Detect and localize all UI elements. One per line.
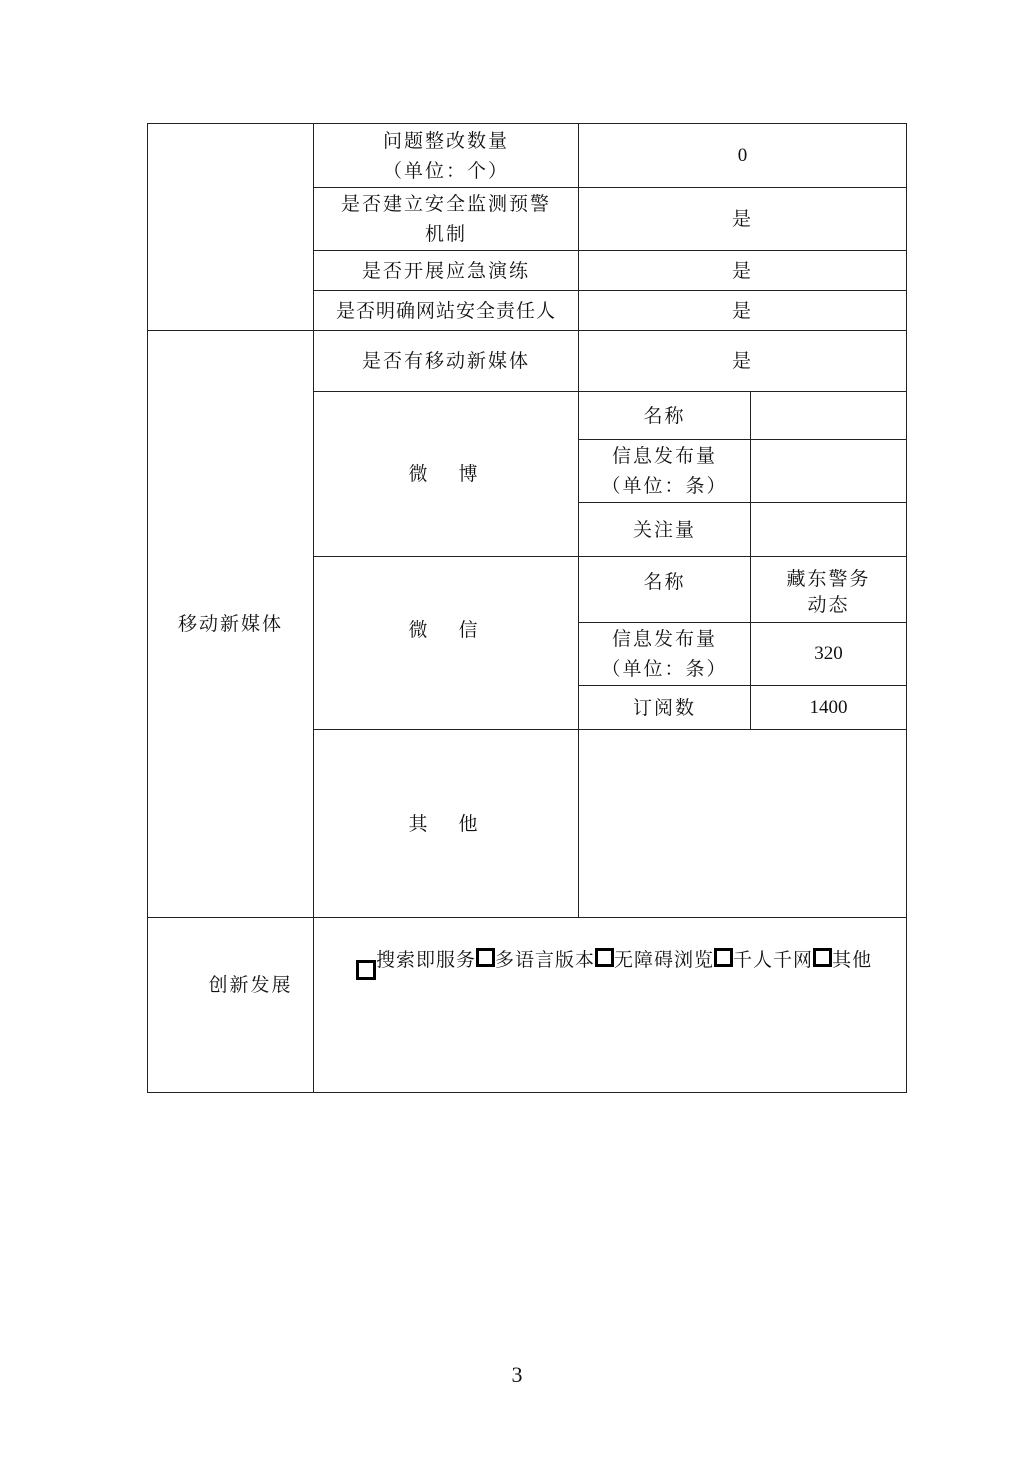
rectify-count-label: 问题整改数量 （单位：个） — [382, 129, 509, 182]
weibo-name-value — [751, 392, 906, 439]
other-media-value — [579, 730, 906, 917]
wechat-name-label: 名称 — [643, 570, 686, 593]
weibo-name-label: 名称 — [643, 404, 686, 427]
weibo-posts-value — [751, 440, 906, 502]
weibo-followers-label: 关注量 — [632, 518, 696, 541]
checkbox-other[interactable] — [813, 948, 832, 967]
monitor-mechanism-value: 是 — [731, 208, 753, 230]
option-personalized: 千人千网 — [733, 949, 814, 971]
wechat-name-value: 藏东警务 动态 — [786, 567, 871, 616]
emergency-drill-value: 是 — [731, 259, 753, 282]
option-multilingual: 多语言版本 — [495, 949, 596, 971]
security-person-value: 是 — [731, 299, 753, 322]
innovation-options — [350, 940, 910, 973]
rectify-count-value: 0 — [737, 144, 748, 166]
wechat-label: 微 信 — [408, 619, 484, 641]
option-search-service: 搜索即服务 — [376, 949, 477, 971]
security-person-label: 是否明确网站安全责任人 — [335, 299, 556, 322]
page-number: 3 — [511, 1362, 523, 1387]
monitor-mechanism-label: 是否建立安全监测预警 机制 — [340, 193, 551, 245]
wechat-subscribers-label: 订阅数 — [632, 696, 696, 719]
checkbox-accessible-browsing[interactable] — [595, 948, 614, 967]
weibo-posts-label: 信息发布量 （单位：条） — [601, 445, 728, 497]
emergency-drill-label: 是否开展应急演练 — [361, 259, 530, 282]
wechat-posts-label: 信息发布量 （单位：条） — [601, 628, 728, 680]
option-other: 其他 — [832, 949, 873, 971]
has-mobile-media-label: 是否有移动新媒体 — [361, 350, 530, 372]
checkbox-personalized[interactable] — [714, 948, 733, 967]
checkbox-search-service[interactable] — [356, 960, 376, 980]
has-mobile-media-value: 是 — [731, 350, 753, 372]
checkbox-multilingual[interactable] — [476, 948, 495, 967]
wechat-subscribers-value: 1400 — [809, 696, 848, 718]
option-accessible-browsing: 无障碍浏览 — [614, 949, 715, 971]
innovation-section-label: 创新发展 — [208, 974, 293, 996]
table-border-bottom — [147, 1092, 907, 1093]
weibo-followers-value — [751, 503, 906, 556]
wechat-posts-value: 320 — [814, 643, 843, 664]
mobile-media-section-label: 移动新媒体 — [177, 613, 283, 635]
weibo-label: 微 博 — [408, 463, 484, 485]
other-media-label: 其 他 — [408, 812, 484, 835]
